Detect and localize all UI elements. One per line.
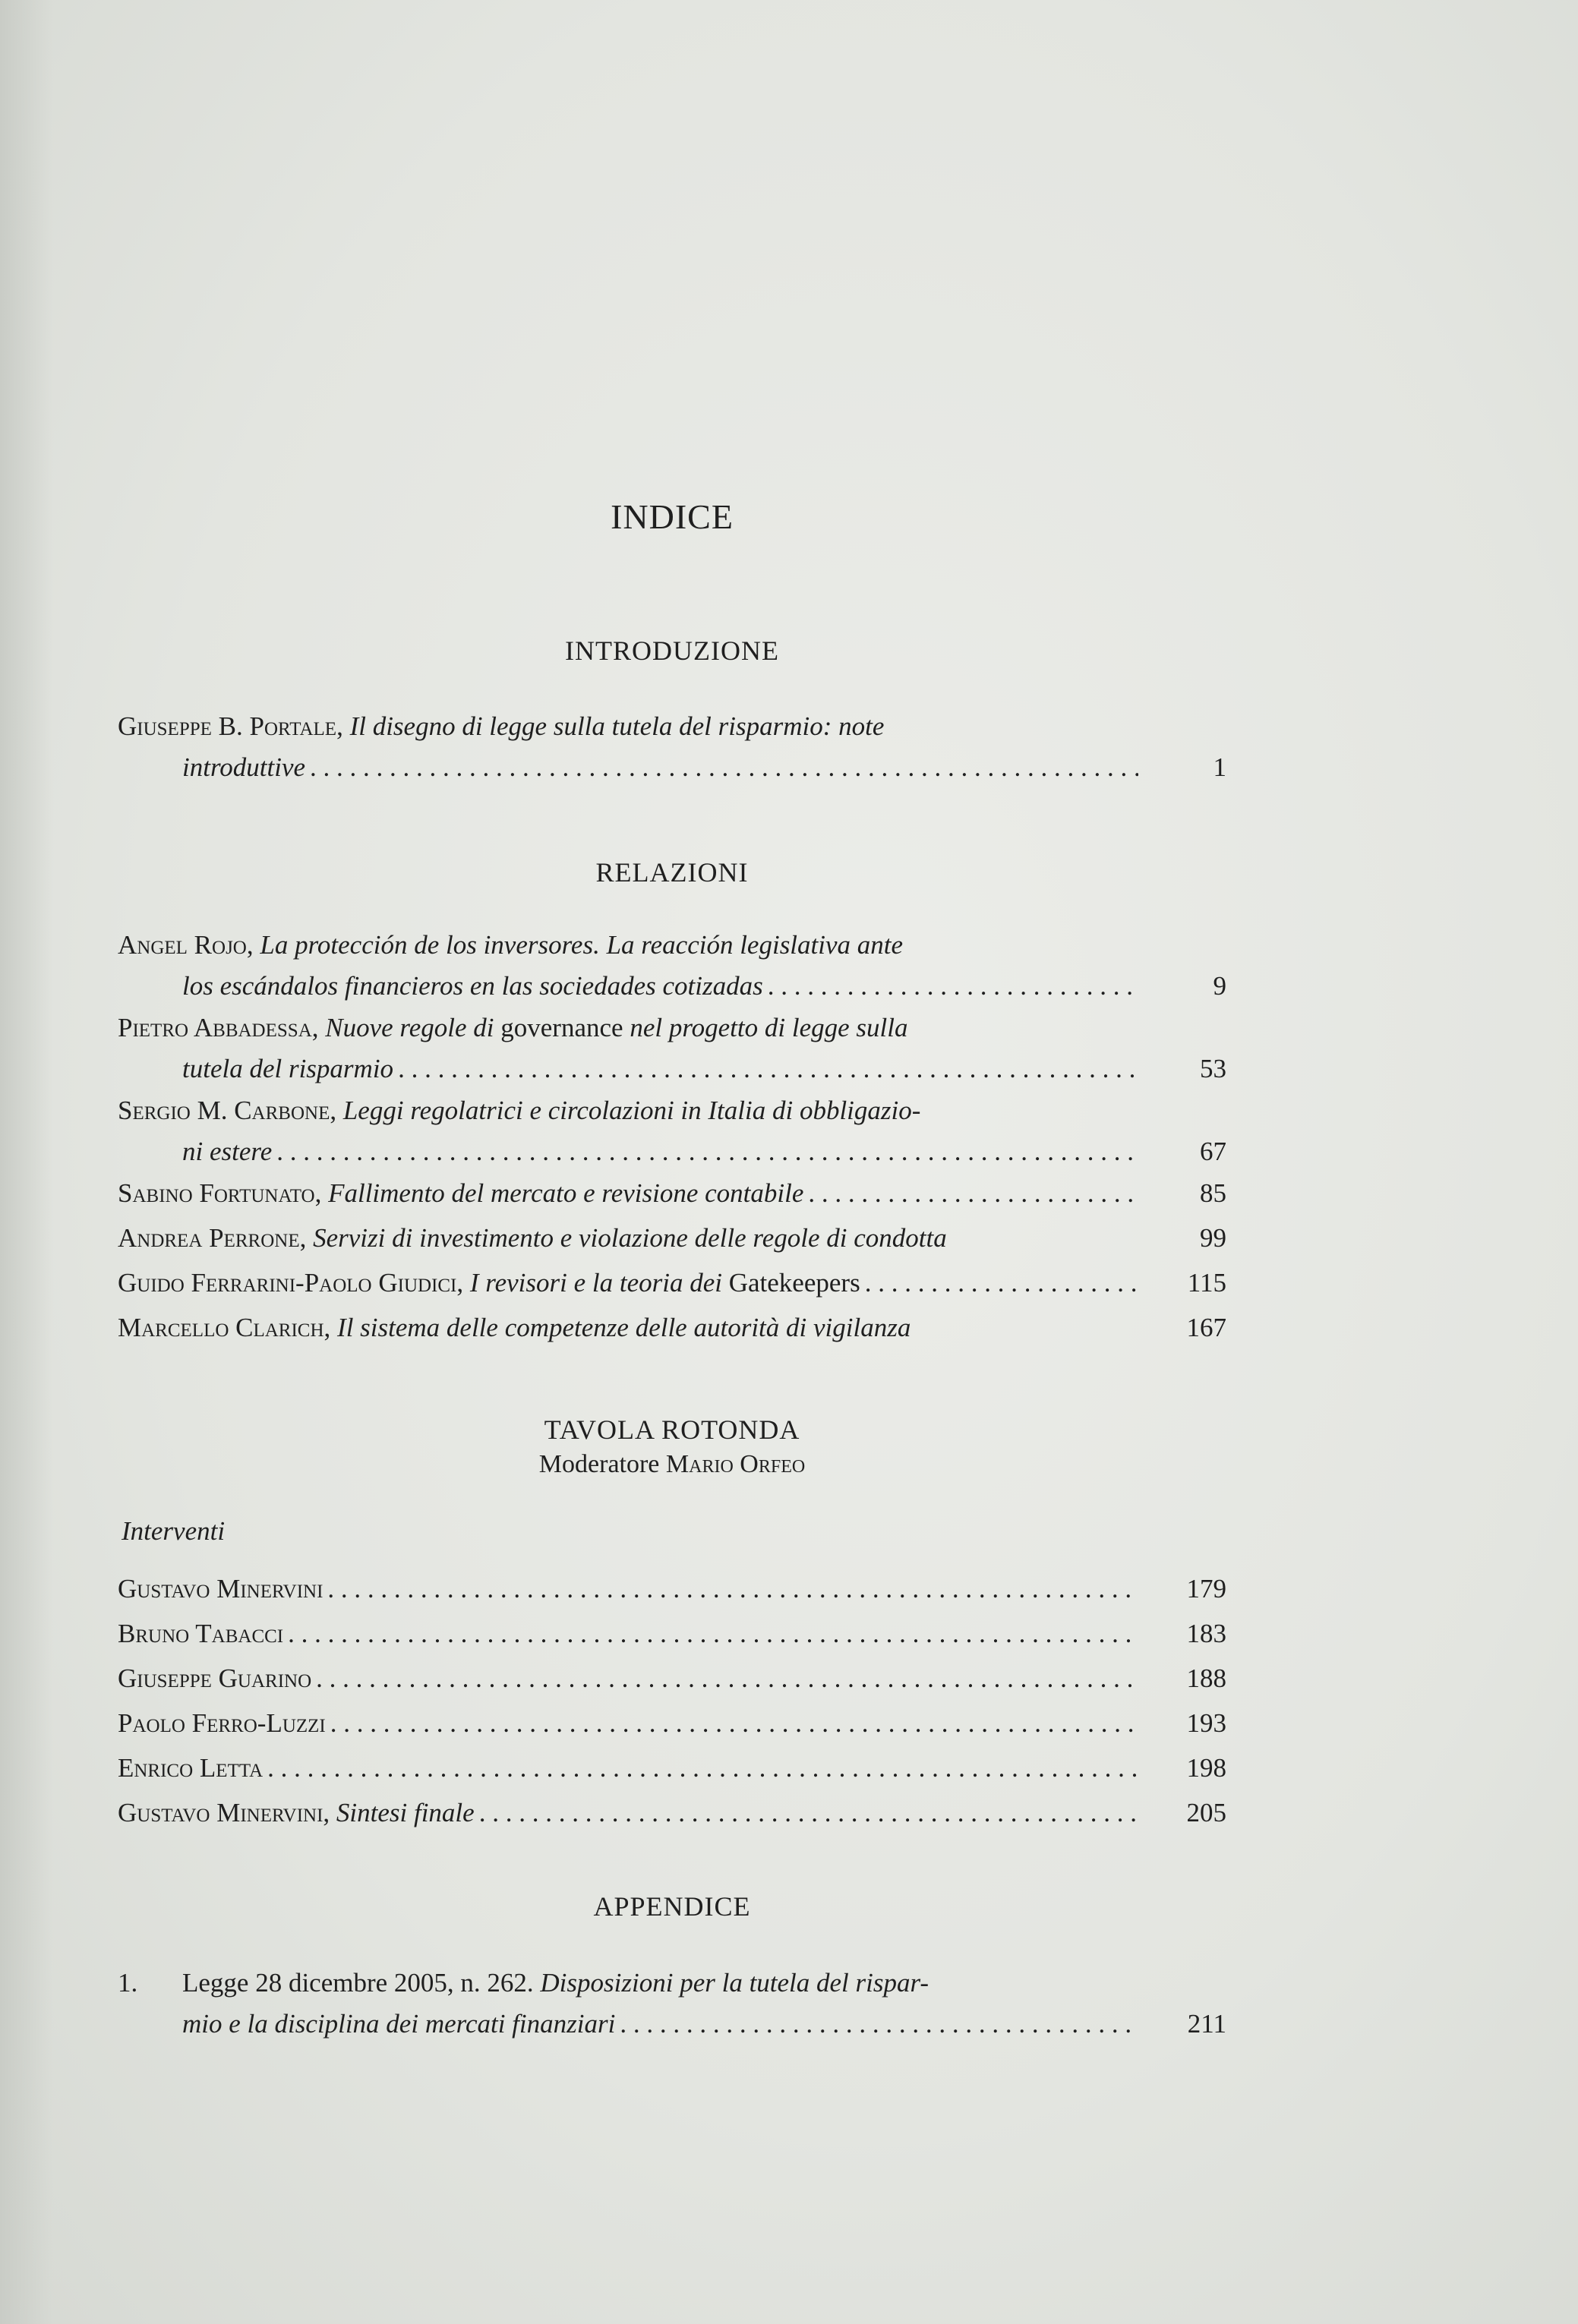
subheading-interventi: [122, 1511, 1230, 1552]
entry-title-cont: mio e la disciplina dei mercati finanziari: [182, 2009, 616, 2039]
entry-author: Pietro Abbadessa: [118, 1013, 312, 1042]
toc-entry-perrone[interactable]: Andrea Perrone, Servizi di investimento e violazione delle regole di condotta 99: [118, 1218, 1226, 1259]
leader-dots: [479, 1793, 1138, 1834]
section-heading-relazioni: RELAZIONI: [595, 857, 749, 888]
leader-dots: [288, 1613, 1138, 1654]
toc-entry-intervento-letta[interactable]: [118, 1748, 1226, 1789]
entry-title: Disposizioni per la tutela del rispar-: [540, 1968, 929, 1998]
entry-law: Legge 28 dicembre 2005, n. 262.: [182, 1968, 534, 1998]
entry-page: 9: [1213, 971, 1226, 1001]
entry-title: Fallimento del mercato e revisione contabile: [328, 1178, 804, 1208]
section-heading-tavola-rotonda: TAVOLA ROTONDA: [544, 1414, 800, 1445]
entry-title: Sintesi finale: [336, 1798, 475, 1827]
toc-entry-appendice-1[interactable]: [118, 1963, 1226, 2045]
entry-page: 115: [1187, 1268, 1226, 1298]
moderator-label: Moderatore: [538, 1450, 660, 1478]
page-title: INDICE: [611, 497, 734, 536]
leader-dots: [398, 1048, 1138, 1089]
leader-dots: [310, 747, 1138, 788]
toc-entry-intervento-minervini[interactable]: [118, 1569, 1226, 1610]
toc-entry-intervento-tabacci[interactable]: [118, 1613, 1226, 1654]
leader-dots: [808, 1173, 1138, 1214]
section-heading-appendice: APPENDICE: [593, 1891, 751, 1922]
entry-title-roman: governance: [500, 1013, 623, 1042]
entry-page: 198: [1186, 1753, 1226, 1783]
toc-entry-ferrarini-giudici[interactable]: Guido Ferrarini-Paolo Giudici, I revisori e la teoria dei Gatekeepers . . . 115: [118, 1263, 1226, 1304]
entry-title: Servizi di investimento e violazione delle regole di condotta: [313, 1223, 947, 1253]
page-shadow: [0, 0, 53, 2324]
leader-dots: [327, 1569, 1138, 1610]
entry-author: Gustavo Minervini: [118, 1798, 323, 1827]
leader-dots: [316, 1658, 1138, 1699]
entry-title: Nuove regole di: [325, 1013, 494, 1042]
entry-author: Andrea Perrone: [118, 1223, 300, 1253]
entry-author: Enrico Letta: [118, 1753, 264, 1783]
entry-page: 53: [1200, 1054, 1226, 1083]
entry-page: 85: [1200, 1178, 1226, 1208]
entry-title: nel progetto di legge sulla: [630, 1013, 908, 1042]
entry-title-cont: introduttive: [182, 752, 306, 782]
moderator-line: [118, 1450, 1226, 1479]
entry-page: 211: [1187, 2009, 1226, 2039]
entry-title-cont: ni estere: [182, 1137, 273, 1166]
toc-entry-intervento-ferro-luzzi[interactable]: [118, 1703, 1226, 1744]
entry-author: Giuseppe Guarino: [118, 1663, 312, 1693]
entry-author: Gustavo Minervini: [118, 1574, 323, 1603]
toc-entry-rojo[interactable]: Angel Rojo, La protección de los inversores. La reacción legislativa ante los escándalos financieros en las sociedades cotizadas . . . 9: [118, 925, 1226, 1007]
toc-entry-clarich[interactable]: Marcello Clarich, Il sistema delle competenze delle autorità di vigilanza 167: [118, 1307, 1226, 1348]
entry-title-cont: tutela del risparmio: [182, 1054, 394, 1083]
entry-author: Bruno Tabacci: [118, 1619, 284, 1648]
entry-author: Sabino Fortunato: [118, 1178, 315, 1208]
entry-author: Guido Ferrarini-Paolo Giudici: [118, 1268, 457, 1298]
toc-entry-sintesi-finale[interactable]: Gustavo Minervini, Sintesi finale . . . 205: [118, 1793, 1226, 1834]
toc-entry-abbadessa[interactable]: Pietro Abbadessa, Nuove regole di governance nel progetto di legge sulla tutela del risparmio . . . 53: [118, 1007, 1226, 1089]
section-heading-introduzione: INTRODUZIONE: [565, 635, 779, 666]
entry-title: Il sistema delle competenze delle autorità di vigilanza: [337, 1313, 911, 1342]
entry-author: Angel Rojo: [118, 930, 247, 960]
leader-dots: [620, 2004, 1138, 2045]
entry-title-cont: los escándalos financieros en las sociedades cotizadas: [182, 971, 763, 1001]
entry-page: 205: [1186, 1798, 1226, 1827]
interventi-label: Interventi: [122, 1516, 226, 1546]
entry-title: Il disegno di legge sulla tutela del risparmio: note: [349, 711, 885, 741]
entry-title: La protección de los inversores. La reacción legislativa ante: [260, 930, 904, 960]
entry-page: 1: [1213, 752, 1226, 782]
entry-page: 179: [1186, 1574, 1226, 1603]
entry-page: 183: [1186, 1619, 1226, 1648]
entry-page: 167: [1186, 1313, 1226, 1342]
leader-dots: [276, 1131, 1138, 1172]
entry-title: I revisori e la teoria dei: [469, 1268, 722, 1298]
entry-number: 1.: [118, 1968, 138, 1998]
toc-entry-fortunato[interactable]: Sabino Fortunato, Fallimento del mercato e revisione contabile . . . 85: [118, 1173, 1226, 1214]
entry-page: 67: [1200, 1137, 1226, 1166]
entry-page: 99: [1200, 1223, 1226, 1253]
toc-entry-carbone[interactable]: Sergio M. Carbone, Leggi regolatrici e circolazioni in Italia di obbligazio- ni estere . . . 67: [118, 1090, 1226, 1172]
entry-author: Sergio M. Carbone: [118, 1096, 330, 1125]
toc-entry-intervento-guarino[interactable]: [118, 1658, 1226, 1699]
entry-page: 188: [1186, 1663, 1226, 1693]
leader-dots: [267, 1748, 1138, 1789]
leader-dots: [330, 1703, 1138, 1744]
entry-title-roman: Gatekeepers: [728, 1268, 860, 1298]
entry-author: Marcello Clarich: [118, 1313, 324, 1342]
moderator-name: Mario Orfeo: [665, 1450, 806, 1478]
entry-title: Leggi regolatrici e circolazioni in Italia di obbligazio-: [342, 1096, 921, 1125]
leader-dots: [865, 1263, 1138, 1304]
leader-dots: [768, 966, 1138, 1007]
entry-author: Giuseppe B. Portale: [118, 711, 337, 741]
toc-entry-portale[interactable]: Giuseppe B. Portale, Il disegno di legge sulla tutela del risparmio: note introduttive . . . 1: [118, 706, 1226, 788]
entry-author: Paolo Ferro-Luzzi: [118, 1708, 326, 1738]
entry-page: 193: [1186, 1708, 1226, 1738]
